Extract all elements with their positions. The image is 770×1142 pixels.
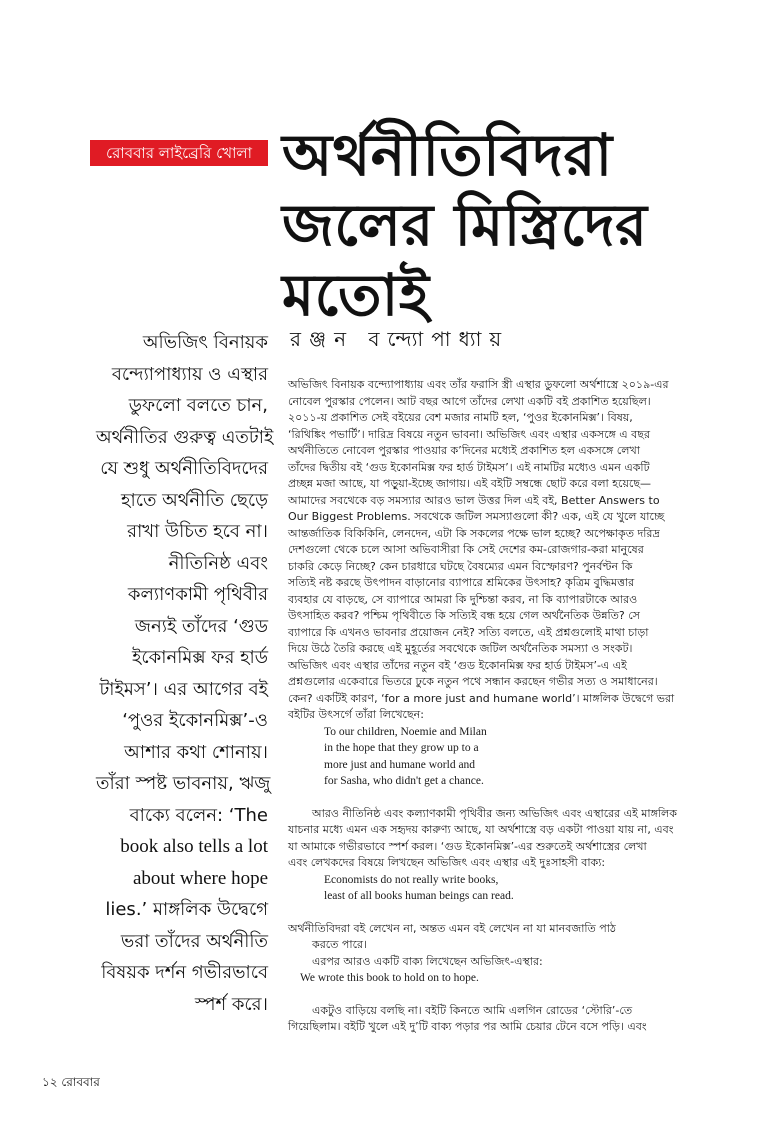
dedication-line: To our children, Noemie and Milan xyxy=(324,725,487,738)
pull-quote-line: ভরা তাঁদের অর্থনীতি xyxy=(120,930,268,952)
body-line: ব্যাপারে কি এখনও ভাবনার প্রয়োজন নেই? সত্যি বলতে, এই প্রশ্নগুলোই মাথা চাড়া xyxy=(288,625,649,639)
pull-quote-line: স্পর্শ করে। xyxy=(194,993,268,1015)
pull-quote-line: বন্দ্যোপাধ্যায় ও এস্থার xyxy=(111,363,268,385)
body-line: উৎসাহিত করব? পশ্চিম পৃথিবীতে কি সত্যিই বন্ধ হয়ে গেল অর্থনৈতিক উন্নতি? সে xyxy=(288,609,640,622)
body-line: একটুও বাড়িয়ে বলছি না। বইটি কিনতে আমি এলগিন রোডের ‘স্টোরি’-তে xyxy=(312,1003,633,1017)
page-folio: ১২ রোববার xyxy=(42,1075,100,1089)
body-line: Our Biggest Problems. সবথেকে জটিল সমস্যাগুলো কী? এক, এই যে খুলে যাচ্ছে xyxy=(288,510,665,523)
pull-quote-line: book also tells a lot xyxy=(120,836,268,857)
body-line: প্রশ্নগুলোর একেবারে ভিতরে ঢুকে নতুন পথে সন্ধান করছেন গভীর সত্য ও সমাধানের। xyxy=(288,675,658,688)
body-line: অভিজিৎ এবং এস্থার তাঁদের নতুন বই ‘গুড ইকোনমিক্স ফর হার্ড টাইমস’-এ এই xyxy=(288,658,627,672)
pull-quote-line: আশার কথা শোনায়। xyxy=(124,741,268,763)
pull-quote-line: ‘পুওর ইকোনমিক্স’-ও xyxy=(122,710,268,731)
section-tag: রোববার লাইব্রেরি খোলা xyxy=(90,140,268,166)
body-line: করতে পারে। xyxy=(312,938,367,951)
pull-quote-line: নীতিনিষ্ঠ এবং xyxy=(168,552,268,574)
body-line: আন্তর্জাতিক বিকিকিনি, লেনদেন, এটা কি সকলের পক্ষে ভাল হচ্ছে? অপেক্ষাকৃত দরিদ্র xyxy=(288,526,660,540)
paragraph-3 xyxy=(288,921,690,987)
body-line: নোবেল পুরস্কার পেলেন। আট বছর আগে তাঁদের লেখা একটি বই প্রকাশিত হয়েছিল। xyxy=(288,394,651,408)
body-line: দেশগুলো থেকে চলে আসা অভিবাসীরা কি সেই দেশের কম-রোজগার-করা মানুষের xyxy=(288,543,644,556)
pull-quote-line: কল্যাণকামী পৃথিবীর xyxy=(127,584,268,605)
body-line: দিয়ে উঠে তৈরি করছে এই মুহূর্তের সবথেকে জটিল অর্থনৈতিক সমস্যা ও সংকট। xyxy=(288,642,633,655)
quote-line: least of all books human beings can read. xyxy=(324,890,514,902)
body-line: তাঁদের দ্বিতীয় বই ‘গুড ইকোনমিক্স ফর হার্ড টাইমস’। এই নামটির মধ্যেও এমন একটি xyxy=(288,460,650,474)
dedication-line: for Sasha, who didn't get a chance. xyxy=(324,775,484,787)
pull-quote-line: lies.’ মাঙ্গলিক উদ্বেগে xyxy=(105,899,268,920)
pull-quote-line: ডুফলো বলতে চান, xyxy=(128,395,268,416)
economists-quote xyxy=(288,872,690,905)
body-line: কেন? একটিই কারণ, ‘for a more just and humane world’। মাঙ্গলিক উদ্বেগে ভরা xyxy=(288,691,675,705)
body-line: সত্যিই নষ্ট করছে উৎপাদন বাড়ানোর ব্যাপারে শ্রমিকের উৎসাহ? কৃত্রিম বুদ্ধিমত্তার xyxy=(288,576,635,589)
hope-quote: We wrote this book to hold on to hope. xyxy=(300,972,479,984)
body-line: চাকরি কেড়ে নিচ্ছে? কেন চারধারে ঘটছে বৈষম্যের এমন বিস্ফোরণ? পুনর্বণ্টন কি xyxy=(288,559,633,573)
dedication-line: in the hope that they grow up to a xyxy=(324,742,479,754)
paragraph-1 xyxy=(288,377,690,724)
body-line: এরপর আরও একটি বাক্য লিখেছেন অভিজিৎ-এস্থার: xyxy=(312,954,543,968)
pull-quote-line: অভিজিৎ বিনায়ক xyxy=(142,332,268,353)
body-line: যা আমাকে গভীরভাবে স্পর্শ করল। ‘গুড ইকোনমিক্স’-এর শুরুতেই অর্থশাস্ত্রের লেখা xyxy=(288,839,647,853)
dedication-quote xyxy=(288,724,690,790)
body-line: ‘রিথিঙ্কিং পভার্টি’। দারিদ্র বিষয়ে নতুন ভাবনা। অভিজিৎ এবং এস্থার একসঙ্গে এ বছর xyxy=(288,427,651,441)
pull-quote-line: যে শুধু অর্থনীতিবিদদের xyxy=(100,458,268,479)
body-line: অর্থনীতিবিদরা বই লেখেন না, অন্তত এমন বই লেখেন না যা মানবজাতি পাঠ xyxy=(288,921,616,935)
body-line: অভিজিৎ বিনায়ক বন্দ্যোপাধ্যায় এবং তাঁর ফরাসি স্ত্রী এস্থার ডুফলো অর্থশাস্ত্রে ২০১৯-এর xyxy=(288,378,669,391)
pull-quote-line: অর্থনীতির গুরুত্ব এতটাই xyxy=(96,426,274,448)
article-body xyxy=(288,377,690,1036)
pull-quote-line: বাক্যে বলেন: ‘The xyxy=(129,804,268,826)
pull-quote-line: হাতে অর্থনীতি ছেড়ে xyxy=(121,489,268,511)
pull-quote-line: জন্যই তাঁদের ‘গুড xyxy=(134,615,268,637)
body-line: আমাদের সবথেকে বড় সমস্যার আরও ভাল উত্তর দিল এই বই, Better Answers to xyxy=(288,493,660,507)
headline xyxy=(282,120,752,330)
body-line: এবং লেখকদের বিষয়ে লিখছেন অভিজিৎ এবং এস্থার এই দুঃসাহসী বাক্য: xyxy=(288,856,606,869)
headline-line-2: জলের মিস্ত্রিদের xyxy=(282,191,648,259)
body-line: আরও নীতিনিষ্ঠ এবং কল্যাণকামী পৃথিবীর জন্য অভিজিৎ এবং এস্থারের এই মাঙ্গলিক xyxy=(312,806,677,820)
body-line: প্রচ্ছন্ন মজা আছে, যা পড়ুয়া-ইচ্ছে জাগায়। এই বইটি সম্বন্ধে ছোট করে বলা হয়েছে— xyxy=(288,477,652,490)
pull-quote-line: টাইমস’। এর আগের বই xyxy=(99,678,268,700)
body-line: যাচনার মধ্যে এমন এক সহৃদয় কারুণ্য আছে, যা অর্থশাস্ত্রে বড় একটা পাওয়া যায় না, এবং xyxy=(288,823,674,836)
body-line: গিয়েছিলাম। বইটি খুলে এই দু’টি বাক্য পড়ার পর আমি চেয়ার টেনে বসে পড়ি। এবং xyxy=(288,1020,647,1033)
pull-quote-line: রাখা উচিত হবে না। xyxy=(127,521,268,542)
quote-line: Economists do not really write books, xyxy=(324,873,499,886)
body-line: বইটির উৎসর্গে তাঁরা লিখেছেন: xyxy=(288,708,424,721)
headline-line-3: মতোই xyxy=(282,261,430,329)
pull-quote-line: তাঁরা স্পষ্ট ভাবনায়, ঋজু xyxy=(96,773,271,794)
headline-line-1: অর্থনীতিবিদরা xyxy=(282,121,613,189)
body-line: ২০১১-য় প্রকাশিত সেই বইয়ের বেশ মজার নামটি হল, ‘পুওর ইকোনমিক্স’। বিষয়, xyxy=(288,411,633,424)
pull-quote-line: ইকোনমিক্স ফর হার্ড xyxy=(132,647,268,668)
body-line: ব্যবহার যে বাড়ছে, সে ব্যাপারে আমরা কি দুশ্চিন্তা করব, না কি ব্যাপারটাকে আরও xyxy=(288,592,638,606)
pull-quote-line: about where hope xyxy=(132,867,268,889)
body-line: অর্থনীতিতে নোবেল পুরস্কার পাওয়ার ক’দিনের মধ্যেই প্রকাশিত হল একসঙ্গে লেখা xyxy=(288,444,640,457)
dedication-line: more just and humane world and xyxy=(324,758,476,771)
pull-quote xyxy=(96,327,274,1020)
paragraph-5 xyxy=(288,1003,690,1036)
paragraph-2 xyxy=(288,806,690,872)
pull-quote-line: বিষয়ক দর্শন গভীরভাবে xyxy=(101,962,268,983)
author-byline: রঞ্জন বন্দ্যোপাধ্যায় xyxy=(290,327,510,351)
